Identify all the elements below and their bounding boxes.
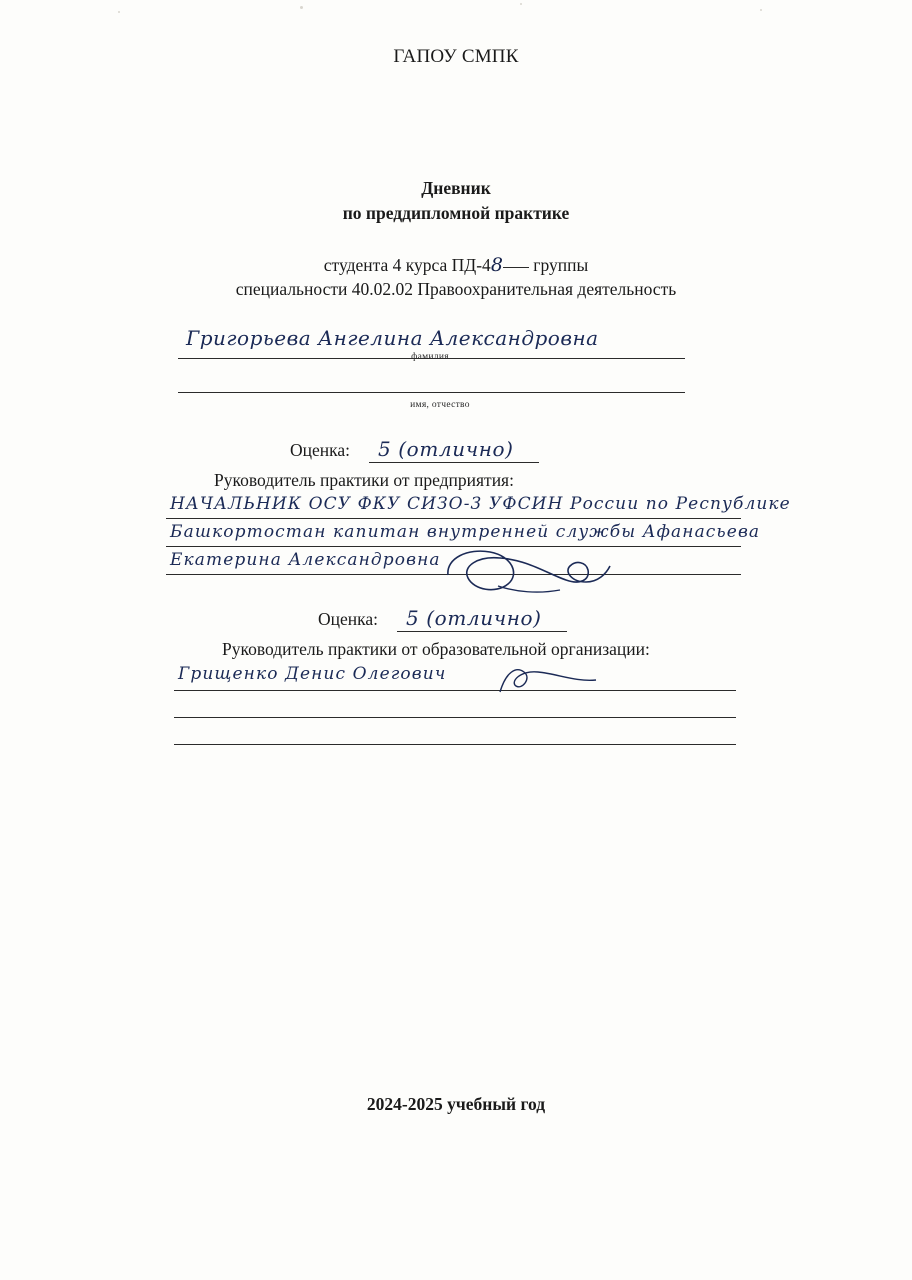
document-title-line2: по преддипломной практике <box>342 203 570 223</box>
grade-label-1: Оценка: <box>290 440 351 460</box>
supervisor-school-rule-1 <box>174 690 736 691</box>
grade-label-2: Оценка: <box>318 609 379 629</box>
supervisor-enterprise-line2: Башкортостан капитан внутренней службы Афанасьева <box>170 522 761 542</box>
signature-school <box>492 662 612 698</box>
supervisor-enterprise-rule-1 <box>166 518 741 519</box>
organization-title: ГАПОУ СМПК <box>393 46 519 67</box>
academic-year: 2024-2025 учебный год <box>366 1094 546 1114</box>
caption-name-patronymic: имя, отчество <box>410 400 470 410</box>
supervisor-enterprise-label: Руководитель практики от предприятия: <box>214 470 514 490</box>
caption-surname: фамилия <box>411 352 449 362</box>
scan-speckle <box>300 6 303 9</box>
student-name-handwritten: Григорьева Ангелина Александровна <box>186 326 599 350</box>
scan-speckle <box>760 9 762 11</box>
grade-value-2: 5 (отлично) <box>406 606 542 630</box>
supervisor-enterprise-line3: Екатерина Александровна <box>170 550 441 570</box>
supervisor-school-label: Руководитель практики от образовательной организации: <box>222 639 650 659</box>
grade-rule-2 <box>397 631 567 632</box>
student-prefix: студента 4 курса ПД-4 <box>323 255 491 275</box>
document-title-line1: Дневник <box>421 178 491 198</box>
scan-speckle <box>520 3 522 5</box>
document-title <box>0 176 912 226</box>
group-blank-rule <box>503 267 529 268</box>
signature-enterprise <box>438 540 618 600</box>
student-group-line <box>0 252 912 279</box>
supervisor-enterprise-line1: НАЧАЛЬНИК ОСУ ФКУ СИЗО-3 УФСИН России по Республике <box>170 494 791 514</box>
supervisor-school-rule-3 <box>174 744 736 745</box>
grade-rule-1 <box>369 462 539 463</box>
specialty-line: специальности 40.02.02 Правоохранительная деятельность <box>235 279 677 299</box>
supervisor-school-rule-2 <box>174 717 736 718</box>
student-suffix: группы <box>533 255 589 275</box>
name-patronymic-rule <box>178 392 685 393</box>
group-number-handwritten: 8 <box>490 254 503 276</box>
scan-speckle <box>118 11 120 13</box>
grade-value-1: 5 (отлично) <box>378 437 514 461</box>
supervisor-school-name: Грищенко Денис Олегович <box>178 664 447 684</box>
